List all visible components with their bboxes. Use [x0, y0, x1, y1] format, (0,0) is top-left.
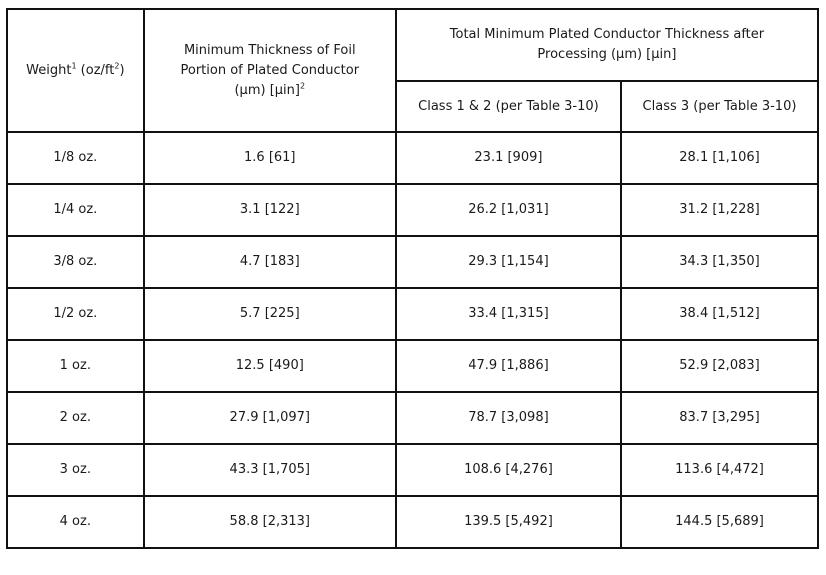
squared-marker: 2 — [114, 61, 120, 71]
weight-cell: 1/2 oz. — [7, 288, 144, 340]
weight-cell: 1/8 oz. — [7, 132, 144, 184]
class3-header: Class 3 (per Table 3-10) — [621, 81, 818, 132]
weight-cell: 1 oz. — [7, 340, 144, 392]
weight-header-close: ) — [119, 62, 125, 78]
table-row — [7, 132, 818, 184]
class3-cell: 34.3 [1,350] — [621, 236, 818, 288]
weight-header-label: Weight — [26, 62, 72, 78]
class3-cell: 83.7 [3,295] — [621, 392, 818, 444]
class3-cell: 52.9 [2,083] — [621, 340, 818, 392]
foil-cell: 27.9 [1,097] — [144, 392, 396, 444]
table-row — [7, 236, 818, 288]
footnote-2-marker: 2 — [299, 81, 306, 91]
foil-thickness-header-label: Minimum Thickness of Foil Portion of Plated Conductor (µm) [µin] — [180, 42, 360, 98]
table-row — [7, 288, 818, 340]
weight-cell: 2 oz. — [7, 392, 144, 444]
class3-cell: 31.2 [1,228] — [621, 184, 818, 236]
weight-cell: 4 oz. — [7, 496, 144, 548]
class12-header: Class 1 & 2 (per Table 3-10) — [396, 81, 621, 132]
class12-cell: 139.5 [5,492] — [396, 496, 621, 548]
foil-cell: 58.8 [2,313] — [144, 496, 396, 548]
table-row — [7, 340, 818, 392]
class12-cell: 47.9 [1,886] — [396, 340, 621, 392]
weight-header-unit: (oz/ft — [76, 62, 115, 78]
header-row — [7, 9, 818, 81]
foil-thickness-header — [144, 9, 396, 132]
weight-header — [7, 9, 144, 132]
class12-cell: 33.4 [1,315] — [396, 288, 621, 340]
class3-cell: 144.5 [5,689] — [621, 496, 818, 548]
foil-cell: 1.6 [61] — [144, 132, 396, 184]
foil-cell: 3.1 [122] — [144, 184, 396, 236]
table-row — [7, 444, 818, 496]
weight-cell: 3/8 oz. — [7, 236, 144, 288]
foil-cell: 5.7 [225] — [144, 288, 396, 340]
weight-cell: 3 oz. — [7, 444, 144, 496]
foil-cell: 4.7 [183] — [144, 236, 396, 288]
class3-cell: 38.4 [1,512] — [621, 288, 818, 340]
class12-cell: 23.1 [909] — [396, 132, 621, 184]
class12-cell: 78.7 [3,098] — [396, 392, 621, 444]
class3-cell: 113.6 [4,472] — [621, 444, 818, 496]
table-body — [7, 132, 818, 548]
conductor-thickness-table — [6, 8, 819, 549]
table-header — [7, 9, 818, 132]
footnote-1-marker: 1 — [71, 61, 77, 71]
foil-cell: 43.3 [1,705] — [144, 444, 396, 496]
class12-cell: 26.2 [1,031] — [396, 184, 621, 236]
class3-cell: 28.1 [1,106] — [621, 132, 818, 184]
table-row — [7, 496, 818, 548]
table-row — [7, 392, 818, 444]
table-row — [7, 184, 818, 236]
class12-cell: 108.6 [4,276] — [396, 444, 621, 496]
foil-cell: 12.5 [490] — [144, 340, 396, 392]
total-thickness-header: Total Minimum Plated Conductor Thickness after Processing (µm) [µin] — [396, 9, 818, 81]
class12-cell: 29.3 [1,154] — [396, 236, 621, 288]
weight-cell: 1/4 oz. — [7, 184, 144, 236]
